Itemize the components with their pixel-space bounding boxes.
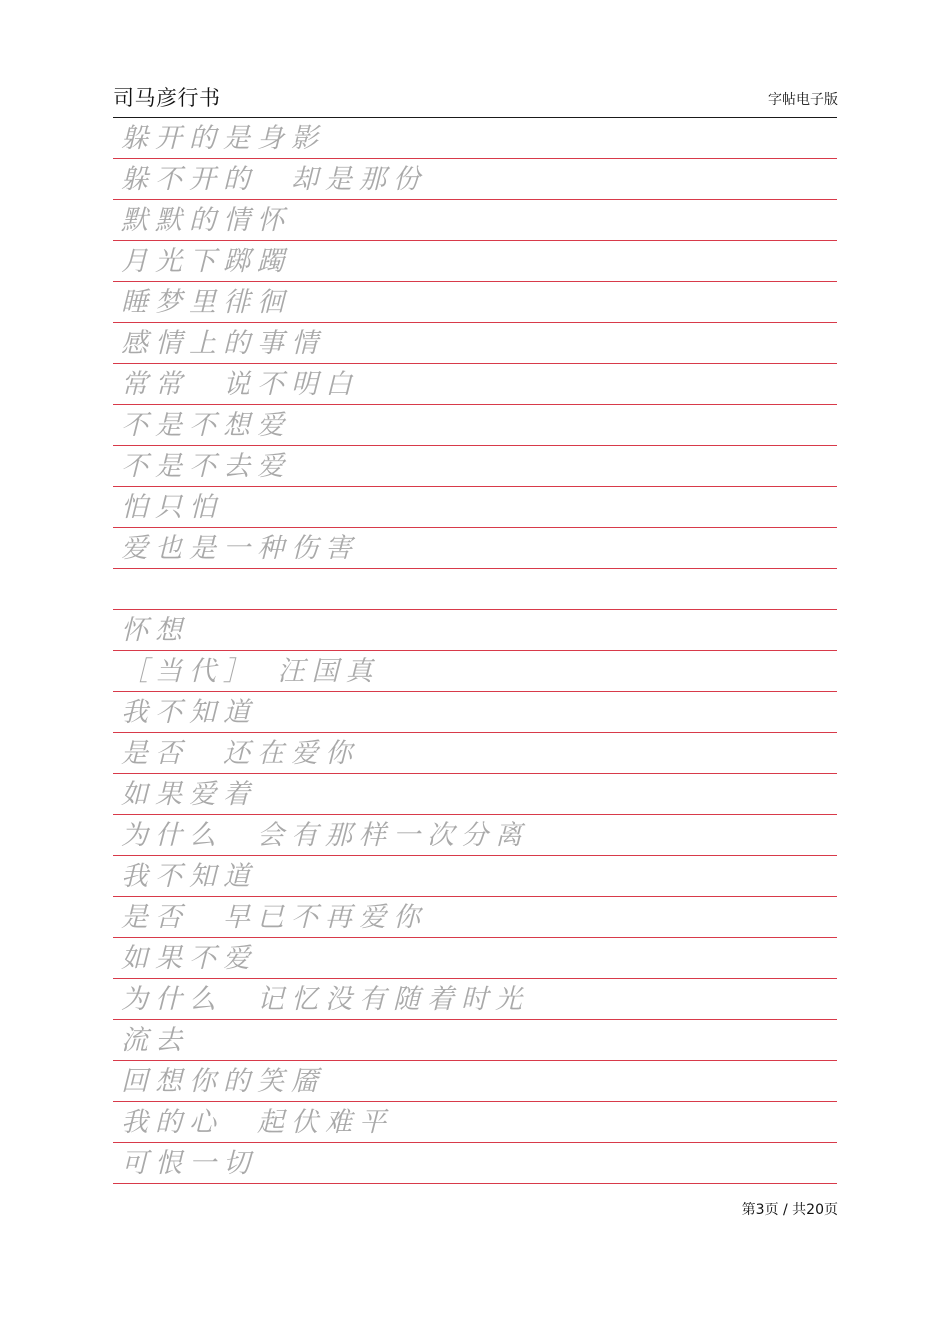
copybook-line [113,282,837,323]
copybook-line [113,1102,837,1143]
line-text: 躲开的是身影 [121,123,325,154]
copybook-line [113,364,837,405]
line-text: 躲不开的 却是那份 [121,164,427,195]
line-text: 可恨一切 [121,1148,257,1179]
copybook-line [113,897,837,938]
copybook-line [113,446,837,487]
copybook-line [113,528,837,569]
copybook-line [113,200,837,241]
line-text: 为什么 记忆没有随着时光 [121,984,529,1015]
line-text: 如果不爱 [121,943,257,974]
copybook-line [113,733,837,774]
line-text: 爱也是一种伤害 [121,533,359,564]
copybook-line [113,651,837,692]
line-text: 回想你的笑靥 [121,1066,325,1097]
line-text: 感情上的事情 [121,328,325,359]
line-text: 是否 还在爱你 [121,738,359,769]
copybook-line [113,118,837,159]
copybook-line [113,159,837,200]
copybook-line [113,856,837,897]
line-text: 月光下踯躅 [121,246,291,277]
copybook-line [113,241,837,282]
line-text: 是否 早已不再爱你 [121,902,427,933]
line-text: ［当代］ 汪国真 [121,656,380,687]
copybook-line [113,569,837,610]
copybook-line [113,938,837,979]
copybook-line [113,692,837,733]
line-text: 不是不想爱 [121,410,291,441]
copybook-line [113,1143,837,1184]
line-text: 默默的情怀 [121,205,291,236]
copybook-line [113,1061,837,1102]
copybook-line [113,1020,837,1061]
copybook-line [113,979,837,1020]
page-number: 第3页 / 共20页 [741,1202,838,1218]
line-text: 我不知道 [121,861,257,892]
line-text: 为什么 会有那样一次分离 [121,820,529,851]
copybook-line [113,774,837,815]
line-text: 睡梦里徘徊 [121,287,291,318]
copybook-line [113,815,837,856]
line-text: 如果爱着 [121,779,257,810]
line-text: 我不知道 [121,697,257,728]
line-text: 常常 说不明白 [121,369,359,400]
copybook-lines [113,118,837,1184]
line-text: 怕只怕 [121,492,223,523]
line-text: 我的心 起伏难平 [121,1107,393,1138]
copybook-line [113,405,837,446]
copybook-line [113,323,837,364]
line-text: 不是不去爱 [121,451,291,482]
document-subtitle: 字帖电子版 [768,92,838,108]
copybook-line [113,610,837,651]
line-text: 怀想 [121,615,189,646]
document-title: 司马彦行书 [113,86,221,110]
copybook-line [113,487,837,528]
line-text: 流去 [121,1025,189,1056]
